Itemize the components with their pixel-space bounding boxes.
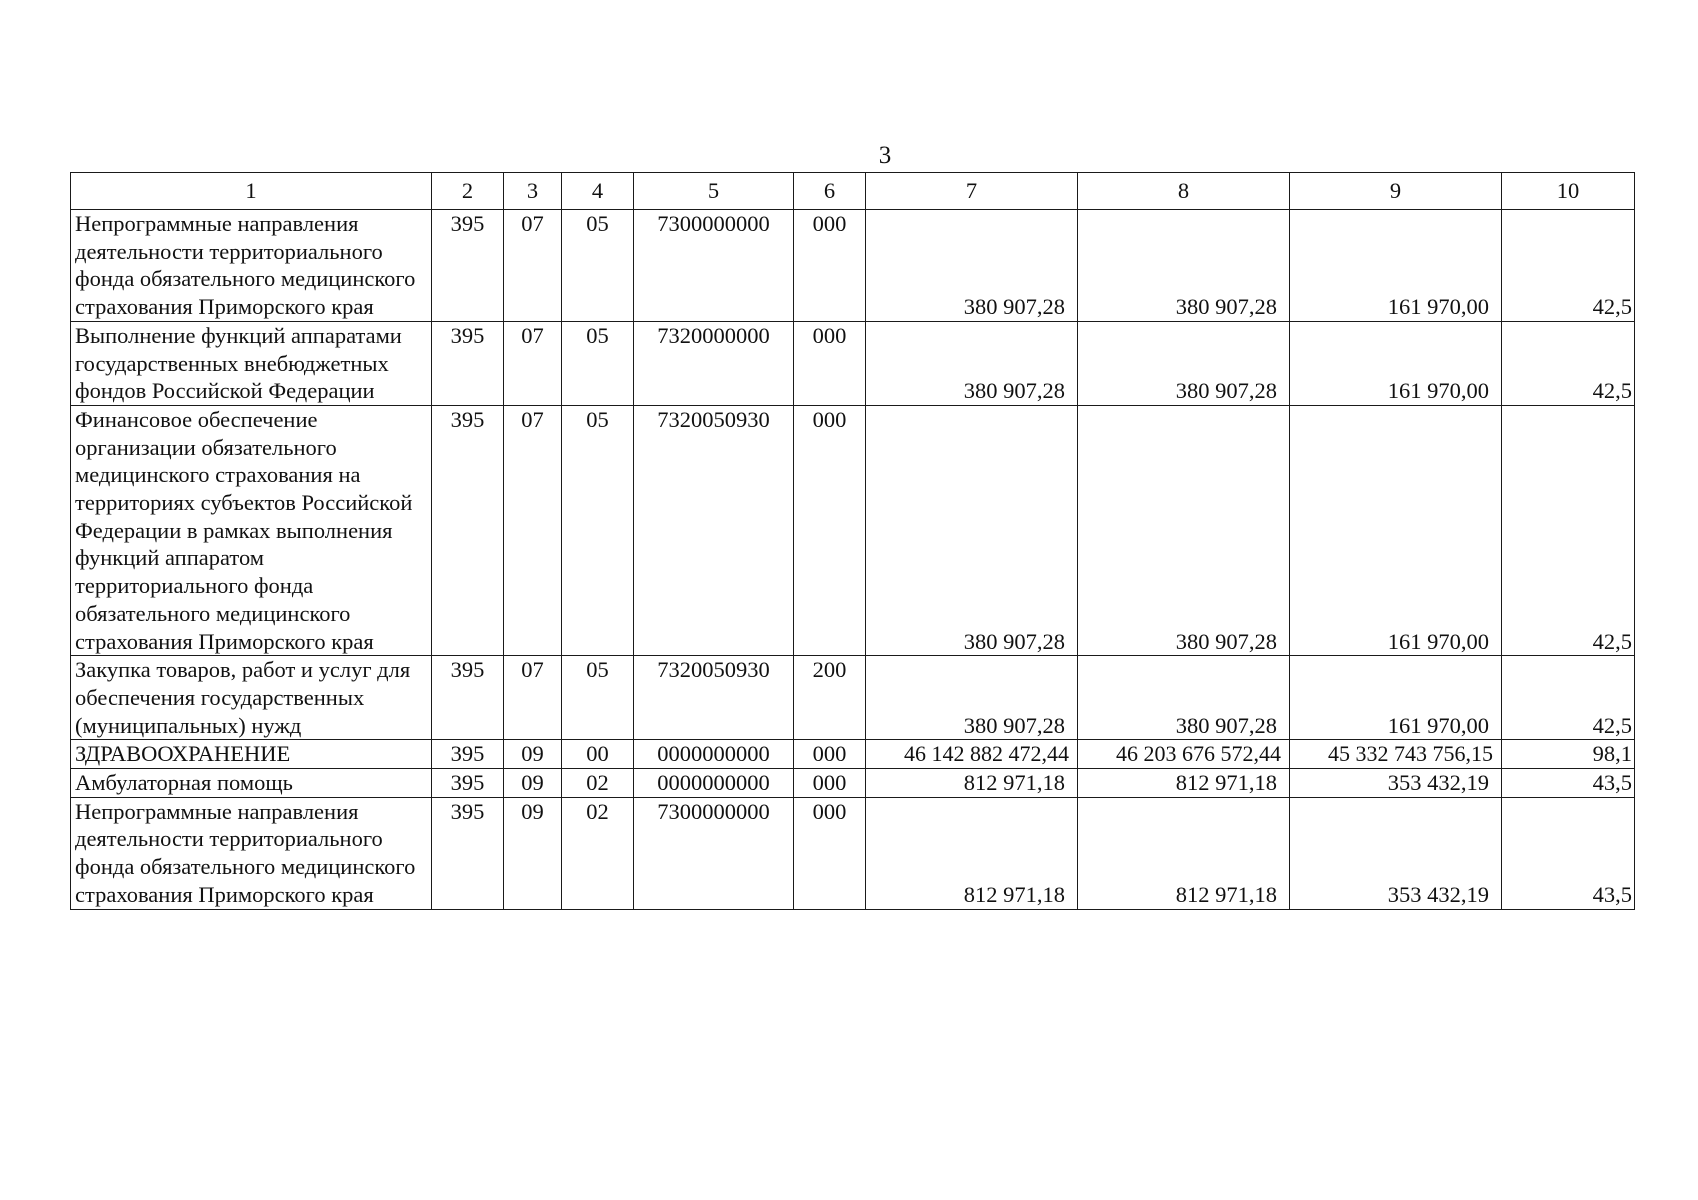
code-expense-type: 200 bbox=[794, 656, 866, 740]
table-row bbox=[71, 740, 1635, 769]
code-section: 07 bbox=[504, 656, 562, 740]
code-target: 7320000000 bbox=[634, 321, 794, 405]
value-col7: 812 971,18 bbox=[866, 797, 1078, 909]
code-section: 07 bbox=[504, 405, 562, 655]
code-gov: 395 bbox=[432, 797, 504, 909]
code-target: 7300000000 bbox=[634, 210, 794, 322]
code-section: 07 bbox=[504, 321, 562, 405]
code-section: 07 bbox=[504, 210, 562, 322]
code-subsection: 00 bbox=[562, 740, 634, 769]
code-gov: 395 bbox=[432, 210, 504, 322]
code-section: 09 bbox=[504, 797, 562, 909]
column-header: 3 bbox=[504, 173, 562, 210]
value-col8: 380 907,28 bbox=[1078, 210, 1290, 322]
table-row bbox=[71, 656, 1635, 740]
table-row bbox=[71, 321, 1635, 405]
row-name: Выполнение функций аппаратами государственных внебюджетных фондов Российской Федерации bbox=[71, 321, 432, 405]
code-subsection: 05 bbox=[562, 210, 634, 322]
code-expense-type: 000 bbox=[794, 797, 866, 909]
value-col7: 380 907,28 bbox=[866, 656, 1078, 740]
value-percent: 43,5 bbox=[1502, 769, 1635, 798]
row-name: Непрограммные направления деятельности территориального фонда обязательного медицинского страхования Приморского края bbox=[71, 797, 432, 909]
value-col7: 46 142 882 472,44 bbox=[866, 740, 1078, 769]
row-name: Закупка товаров, работ и услуг для обеспечения государственных (муниципальных) нужд bbox=[71, 656, 432, 740]
value-col9: 45 332 743 756,15 bbox=[1290, 740, 1502, 769]
value-col9: 161 970,00 bbox=[1290, 210, 1502, 322]
table-row bbox=[71, 769, 1635, 798]
column-header: 9 bbox=[1290, 173, 1502, 210]
column-header: 5 bbox=[634, 173, 794, 210]
value-col9: 161 970,00 bbox=[1290, 656, 1502, 740]
code-target: 7320050930 bbox=[634, 656, 794, 740]
value-percent: 42,5 bbox=[1502, 656, 1635, 740]
code-expense-type: 000 bbox=[794, 321, 866, 405]
value-percent: 42,5 bbox=[1502, 321, 1635, 405]
value-percent: 42,5 bbox=[1502, 210, 1635, 322]
column-header: 2 bbox=[432, 173, 504, 210]
value-col7: 812 971,18 bbox=[866, 769, 1078, 798]
value-col8: 380 907,28 bbox=[1078, 656, 1290, 740]
value-col8: 46 203 676 572,44 bbox=[1078, 740, 1290, 769]
value-col7: 380 907,28 bbox=[866, 405, 1078, 655]
code-expense-type: 000 bbox=[794, 740, 866, 769]
code-expense-type: 000 bbox=[794, 769, 866, 798]
row-name: Финансовое обеспечение организации обязательного медицинского страхования на территориях субъектов Российской Федерации в рамках выполнения функций аппаратом территориального фонда обязательного медицинского страхования Приморского края bbox=[71, 405, 432, 655]
code-subsection: 05 bbox=[562, 321, 634, 405]
code-section: 09 bbox=[504, 740, 562, 769]
code-subsection: 05 bbox=[562, 405, 634, 655]
code-gov: 395 bbox=[432, 656, 504, 740]
code-section: 09 bbox=[504, 769, 562, 798]
column-header: 7 bbox=[866, 173, 1078, 210]
code-target: 0000000000 bbox=[634, 740, 794, 769]
value-percent: 98,1 bbox=[1502, 740, 1635, 769]
value-col7: 380 907,28 bbox=[866, 210, 1078, 322]
table-row bbox=[71, 210, 1635, 322]
column-header: 1 bbox=[71, 173, 432, 210]
value-col8: 812 971,18 bbox=[1078, 769, 1290, 798]
column-header: 6 bbox=[794, 173, 866, 210]
code-gov: 395 bbox=[432, 405, 504, 655]
value-col9: 161 970,00 bbox=[1290, 405, 1502, 655]
code-gov: 395 bbox=[432, 321, 504, 405]
table-row bbox=[71, 797, 1635, 909]
column-header: 8 bbox=[1078, 173, 1290, 210]
value-col8: 380 907,28 bbox=[1078, 405, 1290, 655]
column-header: 4 bbox=[562, 173, 634, 210]
code-subsection: 02 bbox=[562, 797, 634, 909]
page-number: 3 bbox=[878, 142, 892, 169]
value-col9: 353 432,19 bbox=[1290, 797, 1502, 909]
value-percent: 43,5 bbox=[1502, 797, 1635, 909]
code-target: 7320050930 bbox=[634, 405, 794, 655]
row-name: ЗДРАВООХРАНЕНИЕ bbox=[71, 740, 432, 769]
budget-execution-table bbox=[70, 172, 1635, 910]
row-name: Непрограммные направления деятельности территориального фонда обязательного медицинского страхования Приморского края bbox=[71, 210, 432, 322]
code-expense-type: 000 bbox=[794, 210, 866, 322]
code-expense-type: 000 bbox=[794, 405, 866, 655]
table-header-row bbox=[71, 173, 1635, 210]
code-gov: 395 bbox=[432, 769, 504, 798]
code-gov: 395 bbox=[432, 740, 504, 769]
code-target: 0000000000 bbox=[634, 769, 794, 798]
row-name: Амбулаторная помощь bbox=[71, 769, 432, 798]
code-subsection: 05 bbox=[562, 656, 634, 740]
code-target: 7300000000 bbox=[634, 797, 794, 909]
value-col8: 812 971,18 bbox=[1078, 797, 1290, 909]
column-header: 10 bbox=[1502, 173, 1635, 210]
value-col9: 353 432,19 bbox=[1290, 769, 1502, 798]
table-row bbox=[71, 405, 1635, 655]
value-col9: 161 970,00 bbox=[1290, 321, 1502, 405]
value-col7: 380 907,28 bbox=[866, 321, 1078, 405]
value-percent: 42,5 bbox=[1502, 405, 1635, 655]
code-subsection: 02 bbox=[562, 769, 634, 798]
value-col8: 380 907,28 bbox=[1078, 321, 1290, 405]
